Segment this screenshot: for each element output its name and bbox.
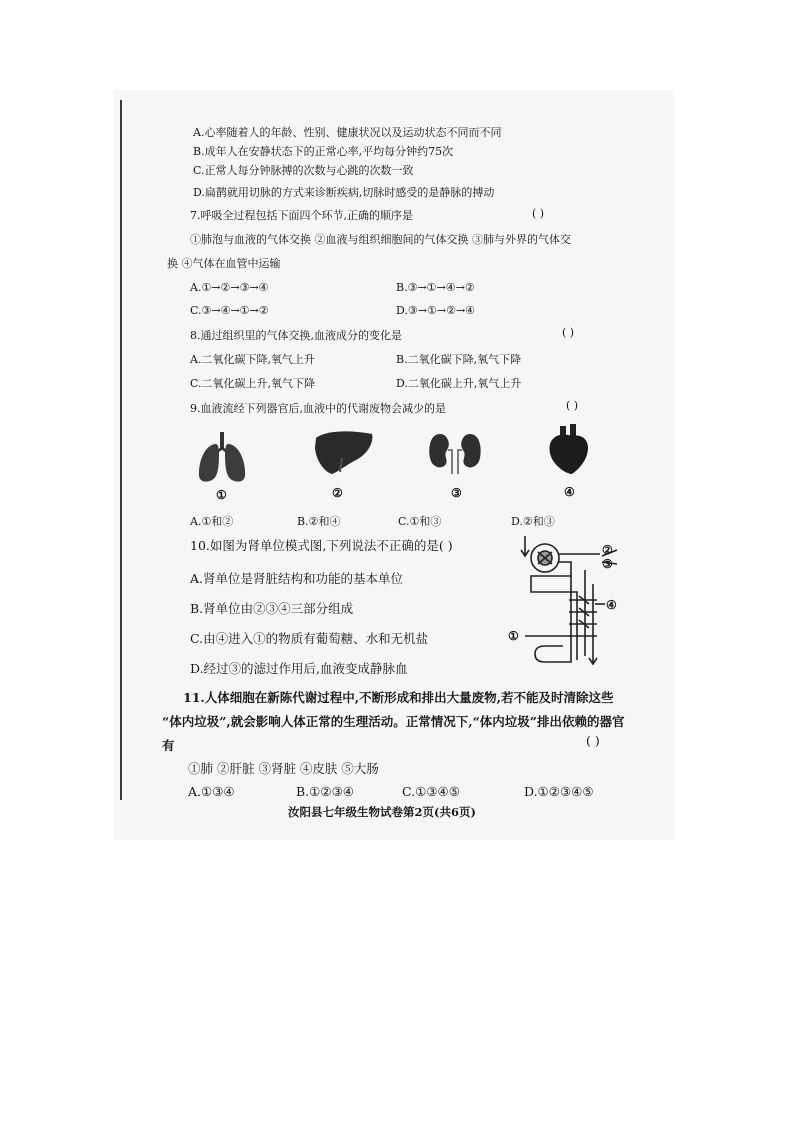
q6-option-c: C.正常人每分钟脉搏的次数与心跳的次数一致	[193, 164, 414, 177]
q9-option-c: C.①和③	[398, 515, 442, 528]
lungs-image	[194, 430, 250, 486]
q7-items-line2: 换 ④气体在血管中运输	[167, 257, 281, 270]
organ-label-4: ④	[564, 485, 575, 499]
q7-option-a: A.①→②→③→④	[190, 281, 269, 294]
q7-items-line1: ①肺泡与血液的气体交换 ②血液与组织细胞间的气体交换 ③肺与外界的气体交	[190, 233, 571, 246]
q11-stem-line1: 11.人体细胞在新陈代谢过程中,不断形成和排出大量废物,若不能及时清除这些	[183, 690, 614, 705]
q9-stem: 9.血液流经下列器官后,血液中的代谢废物会减少的是	[190, 402, 446, 415]
margin-line	[120, 100, 122, 800]
q8-answer-bracket: ( )	[562, 326, 575, 339]
q7-answer-bracket: ( )	[532, 207, 545, 220]
q11-option-a: A.①③④	[188, 784, 235, 799]
q8-option-a: A.二氧化碳下降,氧气上升	[190, 353, 315, 366]
q8-option-c: C.二氧化碳上升,氧气下降	[190, 377, 316, 390]
q7-stem: 7.呼吸全过程包括下面四个环节,正确的顺序是	[190, 209, 413, 222]
q10-option-c: C.由④进入①的物质有葡萄糖、水和无机盐	[190, 631, 429, 646]
heart-image	[546, 424, 592, 476]
q11-stem-line2: “体内垃圾”,就会影响人体正常的生理活动。正常情况下,“体内垃圾”排出依赖的器官	[162, 714, 625, 729]
q6-option-b: B.成年人在安静状态下的正常心率,平均每分钟约75次	[193, 145, 454, 158]
q11-answer-bracket: ( )	[586, 733, 600, 748]
q7-option-c: C.③→④→①→②	[190, 304, 269, 317]
q6-option-a: A.心率随着人的年龄、性别、健康状况以及运动状态不同而不同	[193, 126, 502, 139]
q8-option-d: D.二氧化碳上升,氧气上升	[396, 377, 522, 390]
liver-image	[312, 428, 376, 478]
organ-label-3: ③	[451, 486, 462, 500]
q9-option-b: B.②和④	[297, 515, 341, 528]
q11-items: ①肺 ②肝脏 ③肾脏 ④皮肤 ⑤大肠	[188, 761, 379, 776]
q9-option-a: A.①和②	[190, 515, 234, 528]
q11-option-d: D.①②③④⑤	[524, 784, 594, 799]
q9-option-d: D.②和③	[511, 515, 555, 528]
nephron-label-1: ①	[508, 629, 519, 643]
kidneys-image	[426, 430, 484, 474]
q10-stem: 10.如图为肾单位模式图,下列说法不正确的是( )	[190, 538, 453, 553]
q10-option-a: A.肾单位是肾脏结构和功能的基本单位	[190, 571, 404, 586]
q10-option-d: D.经过③的滤过作用后,血液变成静脉血	[190, 661, 408, 676]
q8-stem: 8.通过组织里的气体交换,血液成分的变化是	[190, 329, 402, 342]
organ-label-1: ①	[216, 488, 227, 502]
q11-stem-line3: 有	[162, 738, 175, 753]
q8-option-b: B.二氧化碳下降,氧气下降	[396, 353, 522, 366]
q11-option-c: C.①③④⑤	[402, 784, 460, 799]
organ-label-2: ②	[332, 486, 343, 500]
q11-option-b: B.①②③④	[296, 784, 354, 799]
nephron-label-4: ④	[606, 598, 617, 612]
nephron-label-2: ②	[602, 543, 613, 557]
q6-option-d: D.扁鹊就用切脉的方式来诊断疾病,切脉时感受的是静脉的搏动	[193, 186, 495, 199]
q10-option-b: B.肾单位由②③④三部分组成	[190, 601, 354, 616]
page-footer: 汝阳县七年级生物试卷第2页(共6页)	[288, 805, 476, 819]
q7-option-b: B.③→①→④→②	[396, 281, 475, 294]
nephron-label-3: ③	[602, 557, 613, 571]
q7-option-d: D.③→①→②→④	[396, 304, 476, 317]
q9-answer-bracket: ( )	[566, 399, 579, 412]
